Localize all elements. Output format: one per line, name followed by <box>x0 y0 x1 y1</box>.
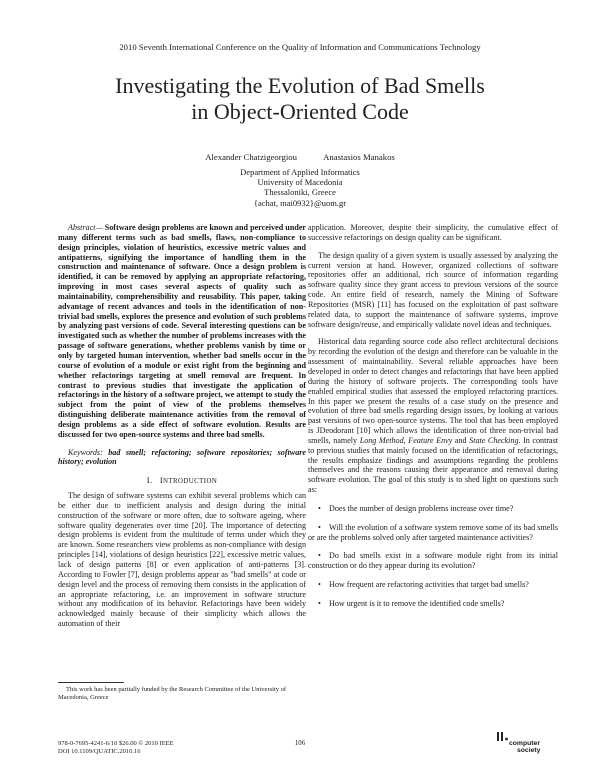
bullet-icon: • <box>318 551 321 561</box>
question-bullet <box>308 551 558 571</box>
question-text: Do bad smells exist in a software module right from its initial construction or do they appear during its evolution? <box>308 551 558 571</box>
body-text: Historical data regarding source code also reflect architectural decisions by recording the evolution of the design and therefore can be valuable in the assessment of maintainability. Several reliable approaches have been developed in order to detect changes and refactorings that have been applied during the history of software projects. The corresponding tools have enabled empirical studies that assessed the employed refactoring practices. In this paper we present the results of a case study on the presence and evolution of three bad smells regarding design issues, by looking at various past versions of two open-source systems. The tool that has been employed is JDeodorant [10] which allows the identification of three non-trivial bad smells, namely <box>308 337 558 445</box>
smell-name: Feature Envy <box>408 435 453 445</box>
body-paragraph: Historical data regarding source code also reflect architectural decisions by recording the evolution of the design and therefore can be valuable in the assessment of maintainability. Several reliable approaches have been developed in order to detect changes and refactorings that have been applied during the history of software projects. The corresponding tools have enabled empirical studies that assessed the employed refactoring practices. In this paper we present the results of a case study on the presence and evolution of three bad smells regarding design issues, by looking at various past versions of two open-source systems. The tool that has been employed is JDeodorant [10] which allows the identification of three non-trivial bad smells, namely Long Method, Feature Envy and State Checking. In contrast to previous studies that mainly focused on the identification of refactorings, the results emphasize findings and assumptions regarding the problems themselves and the reasons causing their appearance and removal during software evolution. The goal of this study is to shed light on questions such as: <box>308 337 559 495</box>
smell-name: State Checking <box>469 435 519 445</box>
question-bullet <box>308 599 558 609</box>
conference-header: 2010 Seventh International Conference on the Quality of Information and Communications Technology <box>119 42 481 52</box>
question-text: Will the evolution of a software system remove some of its bad smells or are the problems solved only after targeted maintenance activities? <box>308 522 558 542</box>
title-line-2: in Object-Oriented Code <box>191 99 409 124</box>
footnote-divider <box>58 682 124 683</box>
author-name: Anastasios Manakos <box>323 152 395 162</box>
question-bullet <box>308 504 558 514</box>
body-paragraph: application. Moreover, despite their simplicity, the cumulative effect of successive refactorings on design quality can be significant. <box>308 223 558 242</box>
doi-line: DOI 10.1109/QUATIC.2010.16 <box>58 748 141 755</box>
keywords-text: bad smell; refactoring; software repositories; software history; evolution <box>58 447 306 467</box>
section-title-initial: I <box>159 476 164 486</box>
body-text: and <box>454 435 467 445</box>
body-paragraph: The design quality of a given system is usually assessed by analyzing the current version at hand. However, organized collections of software repositories offer an additional, rich source of information regarding software quality since they grant access to previous versions of the source code. An entire field of research, namely the Mining of Software Repositories (MSR) [11] has focused on the exploitation of past software related data, to support the maintenance of software systems, improve software design/reuse, and empirically validate novel ideas and techniques. <box>308 250 558 329</box>
section-title-rest: NTRODUCTION <box>163 478 218 486</box>
bullet-icon: • <box>318 522 321 532</box>
publication-info <box>58 740 174 756</box>
abstract-text: Software design problems are known and perceived under many different terms such as bad smells, flaws, non-compliance to design principles, violation of heuristics, excessive metric values and antipatterns, signifying the importance of handling them in the construction and maintenance of software. Once a design problem is identified, it can be removed by applying an appropriate refactoring, improving in most cases several aspects of quality such as maintainability, comprehensibility and reusability. This paper, taking advantage of recent advances and tools in the identification of non-trivial bad smells, explores the presence and evolution of such problems by analyzing past versions of code. Several interesting questions can be investigated such as whether the number of problems increases with the passage of software generations, whether problems vanish by time or only by targeted human intervention, whether bad smells occur in the course of evolution of a module or exist right from the beginning and whether refactorings targeting at smell removal are frequent. In contrast to previous studies that investigate the application of refactorings in the history of a software project, we attempt to study the subject from the point of view of the problems themselves distinguishing deliberate maintenance activities from the removal of design problems as a side effect of software evolution. Results are discussed for two open-source systems and three bad smells. <box>58 223 307 439</box>
copyright-line: 978-0-7695-4241-6/10 $26.00 © 2010 IEEE <box>58 740 174 747</box>
title-line-1: Investigating the Evolution of Bad Smells <box>115 73 485 98</box>
footnote <box>58 686 306 702</box>
smell-name: Long Method <box>359 435 404 445</box>
question-bullet <box>308 580 558 590</box>
keywords <box>58 448 306 468</box>
footnote-text: This work has been partially funded by the Research Committee of the University of Macedonia, Greece <box>58 686 287 701</box>
bullet-icon: • <box>318 599 321 608</box>
affiliation-city: Thessaloniki, Greece <box>264 187 336 198</box>
left-column <box>58 223 306 629</box>
section-number: I. <box>146 476 153 486</box>
affiliation-block <box>0 167 600 208</box>
logo-text: society <box>517 747 541 754</box>
author-name: Alexander Chatzigeorgiou <box>205 152 297 162</box>
affiliation-email: {achat, mai0932}@uom.gr <box>253 197 347 208</box>
bullet-icon: • <box>318 503 321 513</box>
logo-mark-icon <box>497 732 509 742</box>
abstract <box>58 223 306 440</box>
computer-society-logo <box>497 732 557 758</box>
paper-title <box>0 73 600 125</box>
bullet-icon: • <box>318 580 321 590</box>
question-text: How urgent is it to remove the identified code smells? <box>329 599 505 608</box>
right-column <box>308 223 558 609</box>
question-text: How frequent are refactoring activities that target bad smells? <box>329 580 529 590</box>
logo-text: computer <box>509 740 540 747</box>
abstract-label: Abstract— <box>68 223 103 232</box>
intro-paragraph: The design of software systems can exhibit several problems which can be either due to inefficient analysis and design during the initial construction of the software or more often, due to software ageing, where software quality degenerates over time [20]. The importance of detecting design problems is evident from the multitude of terms under which they are known. Some researchers view problems as non-compliance with design principles [14], violations of design heuristics [22], excessive metric values, lack of design patterns [8] or even application of anti-patterns [3]. According to Fowler [7], design problems appear as "bad smells" at code or design level and the process of removing them consists in the application of an appropriate refactoring, i.e. an improvement in software structure without any modification of its behavior. Refactorings have been widely acknowledged mainly because of their simplicity which allows the automation of their <box>58 491 306 629</box>
question-text: Does the number of design problems increase over time? <box>329 503 514 513</box>
question-bullet <box>308 523 558 543</box>
body-text: . In contrast to previous studies that mainly focused on the identification of refactorings, the results emphasize findings and assumptions regarding the problems themselves and the reasons causing their appearance and removal during software evolution. The goal of this study is to shed light on questions such as: <box>308 435 559 495</box>
keywords-label: Keywords: <box>68 447 103 457</box>
affiliation-university: University of Macedonia <box>257 177 343 188</box>
author-list <box>0 152 600 162</box>
section-heading-introduction <box>58 476 306 487</box>
affiliation-department: Department of Applied Informatics <box>240 167 360 177</box>
page-number: 106 <box>294 740 306 747</box>
